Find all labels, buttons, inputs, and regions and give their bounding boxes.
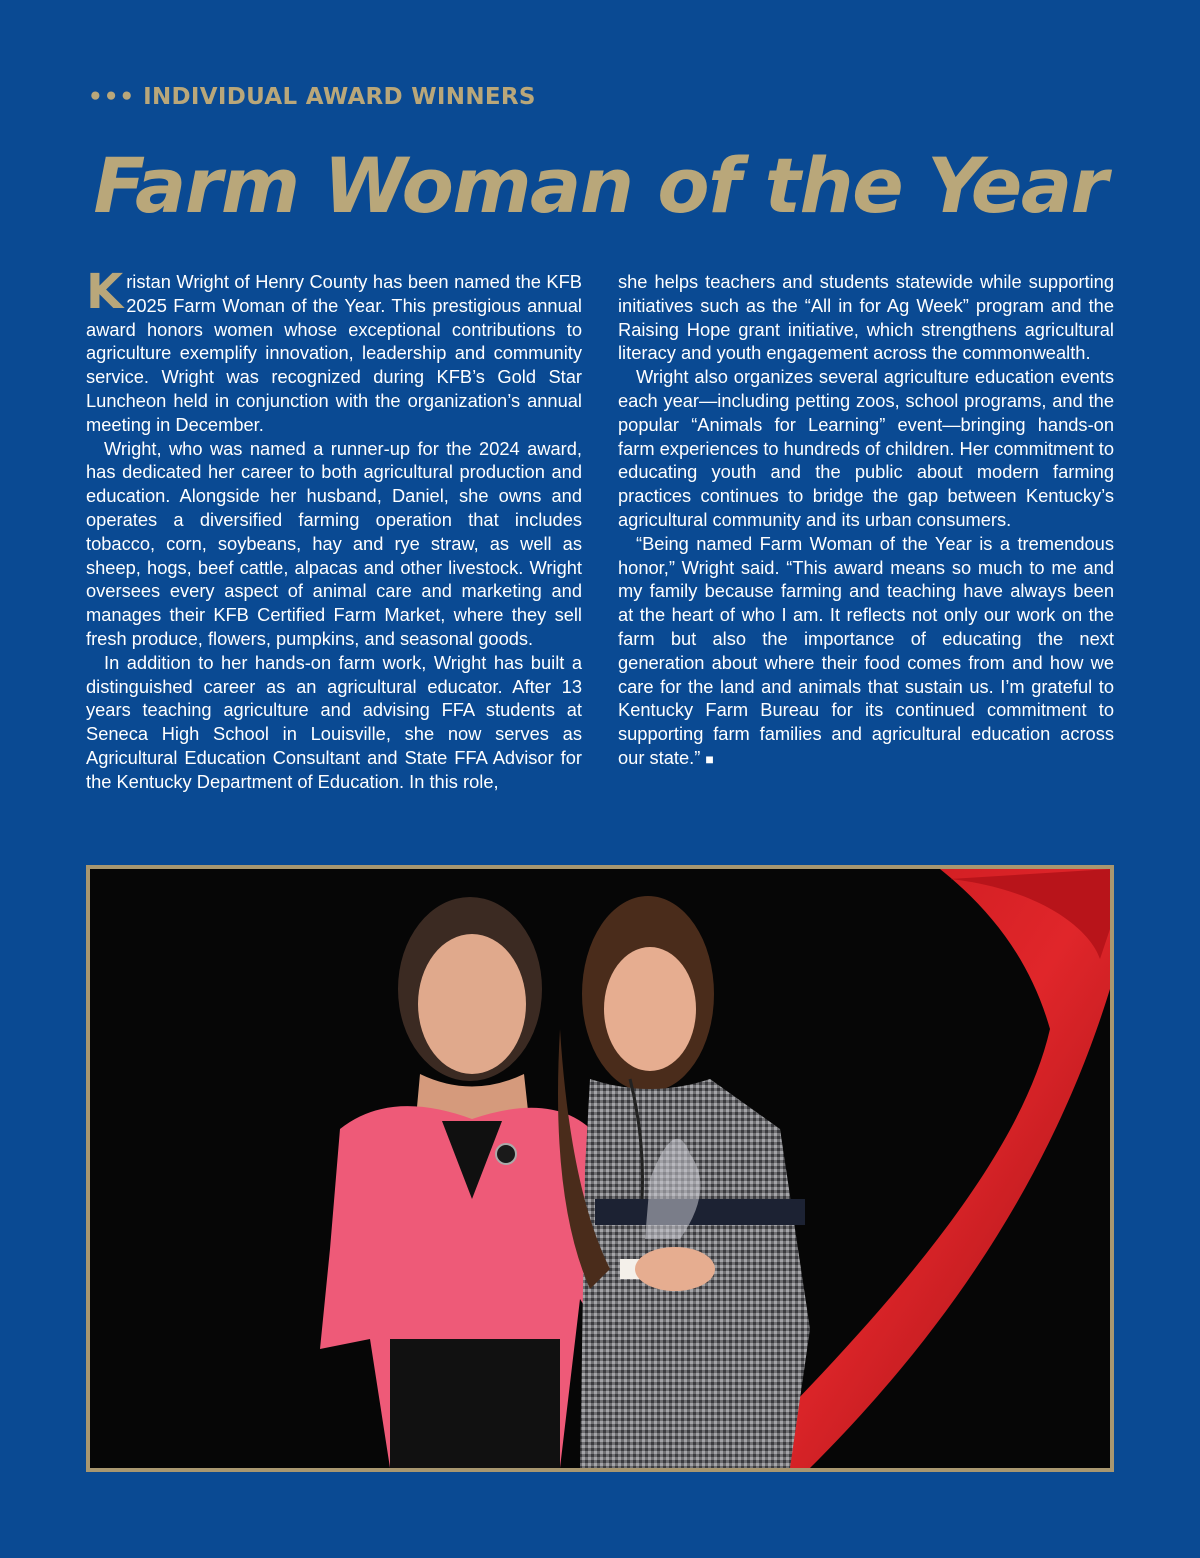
- paragraph-2: Wright, who was named a runner-up for the 2024 award, has dedicated her career to both agricultural production and education. Alongside her husband, Daniel, she owns and operates a diversified farming operation that includes tobacco, corn, soybeans, hay and rye straw, as well as sheep, hogs, beef cattle, alpacas and other livestock. Wright oversees every aspect of animal care and marketing and manages their KFB Certified Farm Market, where they sell fresh produce, flowers, pumpkins, and seasonal goods.: [86, 437, 582, 649]
- paragraph-6: [618, 532, 1114, 772]
- section-kicker: [88, 84, 536, 110]
- award-photo-illustration: [90, 869, 1110, 1468]
- article-body: [86, 264, 1114, 794]
- paragraph-3: In addition to her hands-on farm work, Wright has built a distinguished career as an agricultural educator. After 13 years teaching agriculture and advising FFA students at Seneca High School in Louisville, she now serves as Agricultural Education Consultant and State FFA Advisor for the Kentucky Department of Education. In this role,: [86, 651, 582, 792]
- column-left: [86, 264, 582, 794]
- paragraph-5: Wright also organizes several agriculture education events each year—including petting zoos, school programs, and the popular “Animals for Learning” event—bringing hands-on farm experiences to hundreds of children. Her commitment to educating youth and the public about modern farming practices continues to bridge the gap between Kentucky’s agricultural community and its urban consumers.: [618, 366, 1114, 530]
- kicker-label: INDIVIDUAL AWARD WINNERS: [143, 84, 536, 110]
- article-title: Farm Woman of the Year: [93, 141, 1107, 230]
- drop-cap: K: [86, 264, 124, 320]
- award-photo: [86, 865, 1114, 1472]
- paragraph-1: [86, 264, 582, 437]
- paragraph-4: she helps teachers and students statewide while supporting initiatives such as the “All in for Ag Week” program and the Raising Hope grant initiative, which strengthens agricultural literacy and youth engagement across the commonwealth.: [618, 271, 1114, 364]
- end-mark: ■: [705, 750, 714, 767]
- paragraph-1-text: ristan Wright of Henry County has been named the KFB 2025 Farm Woman of the Year. This prestigious annual award honors women whose exceptional contributions to agriculture exemplify innovation, leadership and community service. Wright was recognized during KFB’s Gold Star Luncheon held in conjunction with the organization’s annual meeting in December.: [86, 271, 582, 435]
- kicker-dots: •••: [88, 84, 136, 110]
- quote-text: “Being named Farm Woman of the Year is a tremendous honor,” Wright said. “This award means so much to me and my family because farming and teaching have always been at the heart of who I am. It reflects not only our work on the farm but also the importance of educating the next generation about where their food comes from and how we care for the land and animals that sustain us. I’m grateful to Kentucky Farm Bureau for its continued commitment to supporting farm families and agricultural education across our state.”: [618, 532, 1114, 768]
- column-right: [618, 270, 1114, 794]
